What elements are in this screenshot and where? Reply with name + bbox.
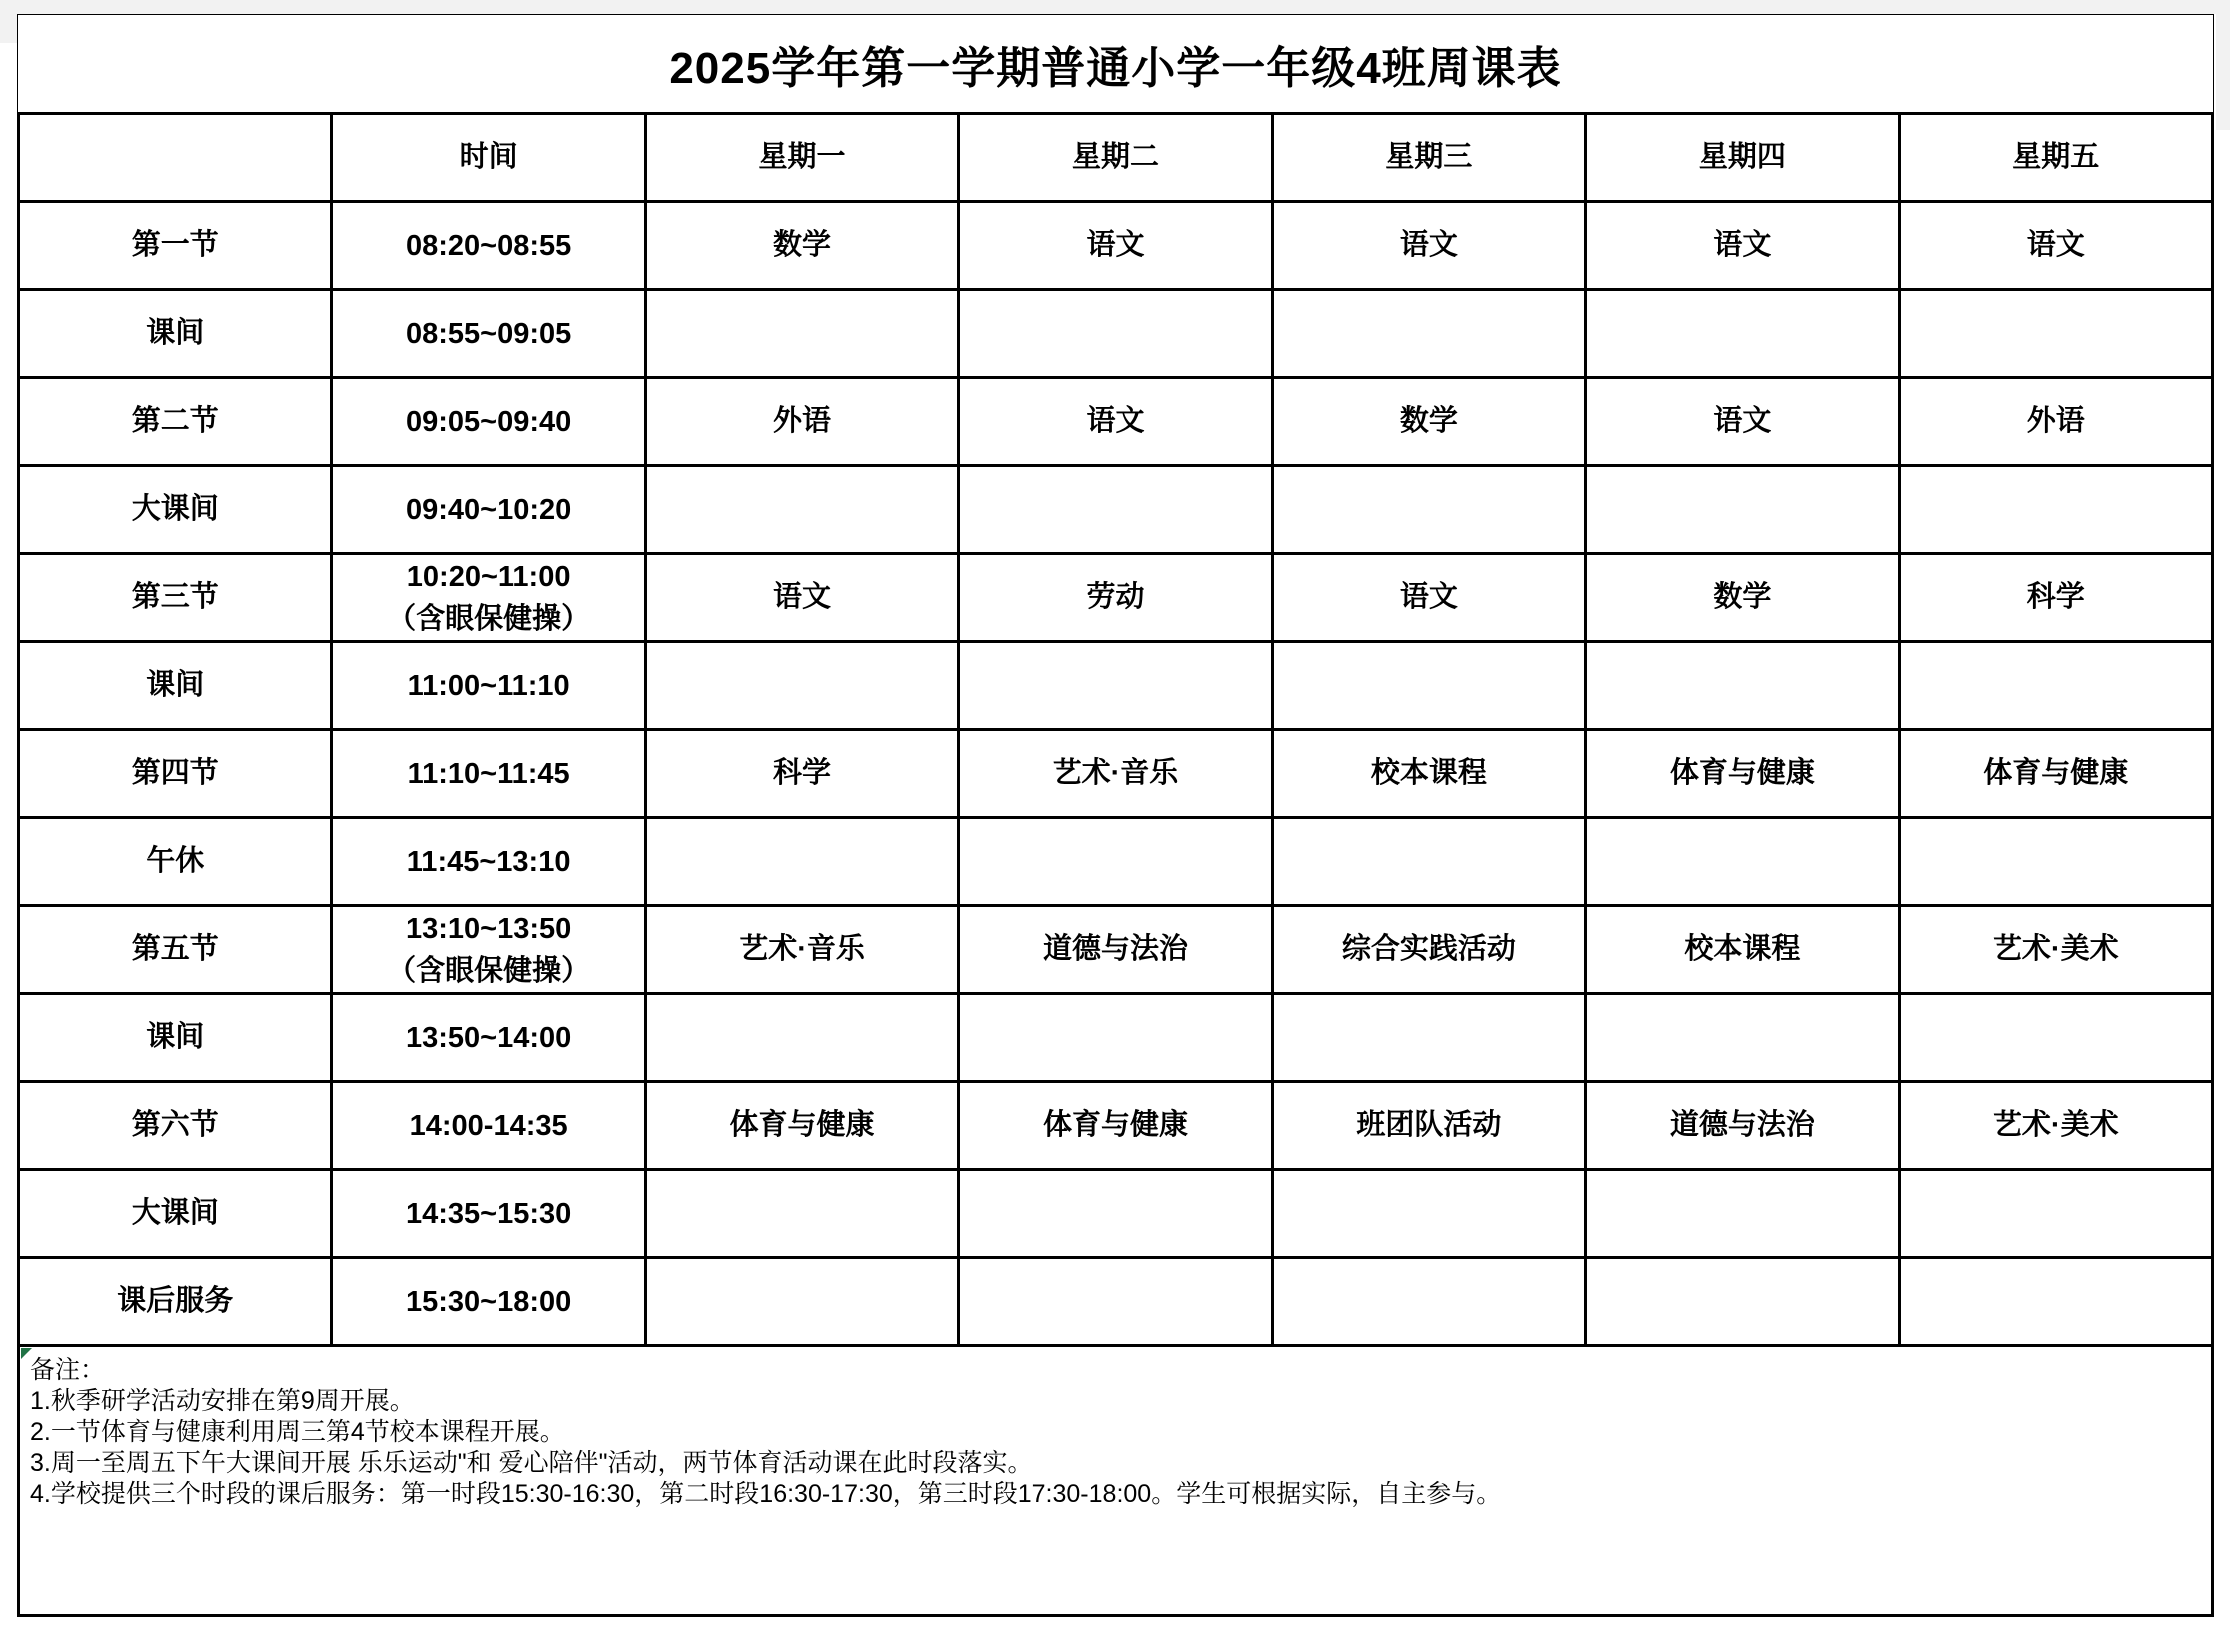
table-row (19, 818, 2213, 906)
subject-cell: 语文 (959, 378, 1272, 466)
subject-cell (959, 994, 1272, 1082)
day-column-header: 星期五 (1899, 114, 2212, 202)
time-range: 08:20~08:55 (405, 229, 572, 262)
outer-margin-left (0, 0, 17, 43)
subject-cell: 语文 (1586, 202, 1899, 290)
subject-cell: 外语 (1899, 378, 2212, 466)
table-row (19, 730, 2213, 818)
subject-cell (1899, 1258, 2212, 1346)
subject-cell: 综合实践活动 (1272, 906, 1585, 994)
day-column-header: 星期三 (1272, 114, 1585, 202)
table-row (19, 290, 2213, 378)
subject-cell (645, 466, 958, 554)
time-note: （含眼保健操） (387, 602, 591, 635)
timetable-head (19, 114, 2213, 202)
subject-cell: 体育与健康 (645, 1082, 958, 1170)
table-row (19, 1258, 2213, 1346)
note-item: 3.周一至周五下午大课间开展 乐乐运动"和 爱心陪伴"活动，两节体育活动课在此时段落实。 (30, 1449, 1033, 1477)
subject-cell (1586, 642, 1899, 730)
subject-cell (1899, 1170, 2212, 1258)
row-label-cell: 课后服务 (19, 1258, 332, 1346)
subject-cell (1272, 642, 1585, 730)
table-row (19, 202, 2213, 290)
table-row (19, 378, 2213, 466)
time-range: 09:05~09:40 (405, 405, 572, 438)
day-column-header: 星期二 (959, 114, 1272, 202)
subject-cell (1899, 994, 2212, 1082)
subject-cell: 体育与健康 (1899, 730, 2212, 818)
subject-cell: 语文 (1586, 378, 1899, 466)
timetable-body (19, 202, 2213, 1346)
subject-cell: 科学 (1899, 554, 2212, 642)
subject-cell: 数学 (1272, 378, 1585, 466)
subject-cell (959, 818, 1272, 906)
time-range: 15:30~18:00 (405, 1285, 572, 1318)
subject-cell (1899, 818, 2212, 906)
subject-cell: 艺术·美术 (1899, 906, 2212, 994)
time-range: 14:35~15:30 (405, 1197, 572, 1230)
table-row (19, 906, 2213, 994)
time-cell (332, 1082, 645, 1170)
time-range: 13:50~14:00 (405, 1021, 572, 1054)
subject-cell (1586, 466, 1899, 554)
subject-cell (959, 466, 1272, 554)
time-range: 13:10~13:50 (405, 912, 572, 945)
time-cell (332, 202, 645, 290)
subject-cell (1586, 290, 1899, 378)
subject-cell: 艺术·音乐 (645, 906, 958, 994)
subject-cell (1899, 466, 2212, 554)
schedule-page (17, 14, 2214, 1617)
subject-cell: 语文 (1272, 554, 1585, 642)
header-row (19, 114, 2213, 202)
time-cell (332, 1170, 645, 1258)
subject-cell (1899, 642, 2212, 730)
subject-cell: 体育与健康 (959, 1082, 1272, 1170)
time-cell (332, 554, 645, 642)
time-range: 10:20~11:00 (406, 560, 571, 593)
time-range: 08:55~09:05 (405, 317, 572, 350)
subject-cell (959, 1170, 1272, 1258)
time-note: （含眼保健操） (387, 954, 591, 987)
row-label-cell: 大课间 (19, 466, 332, 554)
day-column-header: 星期一 (645, 114, 958, 202)
time-cell (332, 378, 645, 466)
subject-cell (1586, 1258, 1899, 1346)
subject-cell (645, 290, 958, 378)
time-cell (332, 906, 645, 994)
row-label-cell: 第三节 (19, 554, 332, 642)
row-label-cell: 课间 (19, 290, 332, 378)
subject-cell (959, 642, 1272, 730)
outer-margin-right (2216, 0, 2230, 130)
row-label-cell: 午休 (19, 818, 332, 906)
row-label-cell: 第五节 (19, 906, 332, 994)
row-label-cell: 第四节 (19, 730, 332, 818)
time-range: 11:00~11:10 (407, 669, 570, 702)
notes-section (17, 1347, 2214, 1617)
table-row (19, 1170, 2213, 1258)
subject-cell: 数学 (1586, 554, 1899, 642)
notes-heading: 备注： (30, 1356, 106, 1384)
weekly-timetable (17, 112, 2214, 1347)
table-row (19, 554, 2213, 642)
subject-cell (959, 1258, 1272, 1346)
row-label-cell: 第一节 (19, 202, 332, 290)
subject-cell: 艺术·美术 (1899, 1082, 2212, 1170)
subject-cell: 体育与健康 (1586, 730, 1899, 818)
time-cell (332, 290, 645, 378)
time-range: 09:40~10:20 (405, 493, 572, 526)
subject-cell (645, 994, 958, 1082)
subject-cell: 校本课程 (1272, 730, 1585, 818)
subject-cell (959, 290, 1272, 378)
subject-cell: 班团队活动 (1272, 1082, 1585, 1170)
subject-cell: 道德与法治 (1586, 1082, 1899, 1170)
subject-cell (1272, 1170, 1585, 1258)
subject-cell (645, 642, 958, 730)
note-item: 1.秋季研学活动安排在第9周开展。 (30, 1387, 415, 1415)
subject-cell: 校本课程 (1586, 906, 1899, 994)
subject-cell (1272, 466, 1585, 554)
time-cell (332, 1258, 645, 1346)
note-item: 2.一节体育与健康利用周三第4节校本课程开展。 (30, 1418, 565, 1446)
subject-cell: 劳动 (959, 554, 1272, 642)
subject-cell (1586, 1170, 1899, 1258)
note-item: 4.学校提供三个时段的课后服务：第一时段15:30-16:30，第二时段16:30-17:30，第三时段17:30-18:00。学生可根据实际，自主参与。 (30, 1480, 1502, 1508)
time-cell (332, 642, 645, 730)
subject-cell (1899, 290, 2212, 378)
time-cell (332, 818, 645, 906)
notes-list (30, 1386, 2201, 1510)
subject-cell (1272, 290, 1585, 378)
row-label-cell: 课间 (19, 994, 332, 1082)
row-label-cell: 第六节 (19, 1082, 332, 1170)
page-title: 2025学年第一学期普通小学一年级4班周课表 (17, 14, 2214, 112)
subject-cell (1586, 994, 1899, 1082)
outer-margin-top (0, 0, 2230, 14)
subject-cell: 科学 (645, 730, 958, 818)
row-label-cell: 第二节 (19, 378, 332, 466)
row-label-cell: 课间 (19, 642, 332, 730)
subject-cell: 道德与法治 (959, 906, 1272, 994)
subject-cell (645, 1170, 958, 1258)
time-column-header: 时间 (332, 114, 645, 202)
subject-cell (1586, 818, 1899, 906)
subject-cell: 语文 (1272, 202, 1585, 290)
table-row (19, 642, 2213, 730)
subject-cell (645, 1258, 958, 1346)
time-range: 11:45~13:10 (406, 845, 571, 878)
time-cell (332, 466, 645, 554)
subject-cell (1272, 818, 1585, 906)
subject-cell: 外语 (645, 378, 958, 466)
subject-cell: 语文 (1899, 202, 2212, 290)
subject-cell: 语文 (645, 554, 958, 642)
subject-cell: 艺术·音乐 (959, 730, 1272, 818)
row-label-cell: 大课间 (19, 1170, 332, 1258)
green-triangle-icon (21, 1348, 32, 1359)
table-row (19, 466, 2213, 554)
table-row (19, 1082, 2213, 1170)
subject-cell: 语文 (959, 202, 1272, 290)
subject-cell (1272, 1258, 1585, 1346)
time-cell (332, 730, 645, 818)
subject-cell: 数学 (645, 202, 958, 290)
subject-cell (645, 818, 958, 906)
time-cell (332, 994, 645, 1082)
time-range: 14:00-14:35 (409, 1109, 568, 1142)
day-column-header: 星期四 (1586, 114, 1899, 202)
subject-cell (1272, 994, 1585, 1082)
time-range: 11:10~11:45 (407, 757, 570, 790)
table-row (19, 994, 2213, 1082)
corner-header-cell (19, 114, 332, 202)
